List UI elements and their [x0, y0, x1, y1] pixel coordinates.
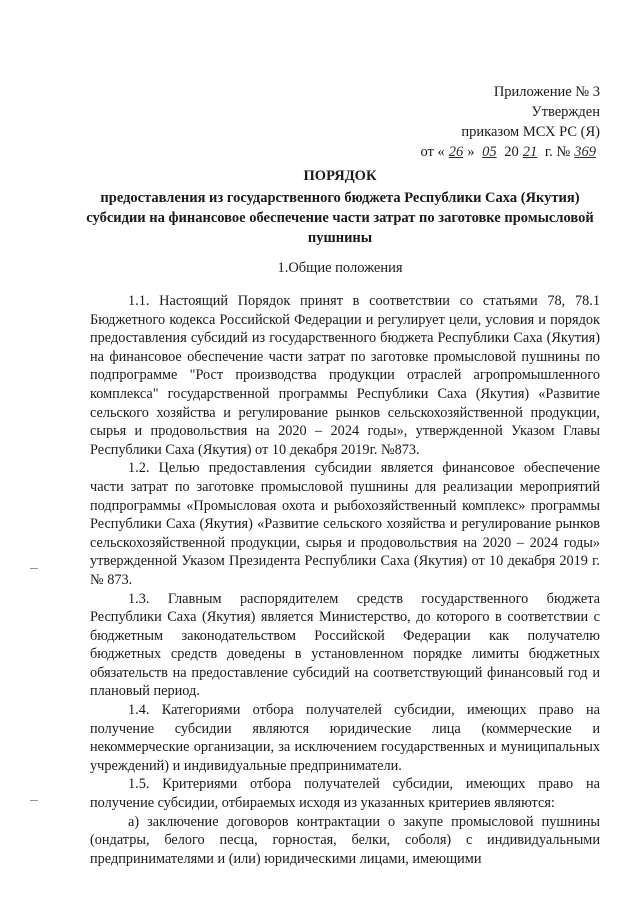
title-subtitle: предоставления из государственного бюджета Республики Саха (Якутия) субсидии на финансовое обеспечение части затрат по заготовке промысловой пушнины	[86, 190, 594, 246]
handwritten-number: 369	[574, 144, 596, 160]
section-heading: 1.Общие положения	[277, 260, 403, 276]
date-mid: »	[467, 144, 475, 160]
approval-date-line	[420, 142, 600, 162]
paragraph-1-3: 1.3. Главным распорядителем средств государственного бюджета Республики Саха (Якутия) является Министерство, до которого в соответствии с бюджетным законодательством Российской Федерации как получателю бюджетных средств доведены в установленном порядке лимиты бюджетных обязательств на предоставление субсидий на соответствующий финансовый год и плановый период.	[90, 590, 600, 700]
approval-header	[420, 82, 600, 162]
handwritten-day: 26	[448, 144, 464, 160]
year-prefix: 20	[504, 144, 519, 160]
title-main: ПОРЯДОК	[303, 168, 377, 184]
paragraph-1-2: 1.2. Целью предоставления субсидии является финансовое обеспечение части затрат по заготовке промысловой пушнины для реализации мероприятий подпрограммы «Промысловая охота и рыбохозяйственный комплекс» программы Республики Саха (Якутия) «Развитие сельского хозяйства и регулирование рынков сельскохозяйственной продукции, сырья и продовольствия на 2020 – 2024 годы» утвержденной Указом Президента Республики Саха (Якутия) от 10 декабря 2019 г. № 873.	[90, 460, 600, 588]
order-by-label: приказом МСХ РС (Я)	[461, 124, 600, 140]
document-title	[80, 166, 600, 248]
body-text	[90, 292, 600, 868]
approved-label: Утвержден	[531, 104, 600, 120]
number-prefix: г. №	[544, 144, 571, 160]
paragraph-1-1: 1.1. Настоящий Порядок принят в соответствии со статьями 78, 78.1 Бюджетного кодекса Российской Федерации и регулирует цели, условия и порядок предоставления субсидий из государственного бюджета Республики Саха (Якутия) на финансовое обеспечение части затрат по заготовке промысловой пушнины по подпрограмме "Рост производства продукции отраслей агропромышленного комплекса" государственной программы Республики Саха (Якутия) «Развитие сельского хозяйства и регулирование рынков сельскохозяйственной продукции, сырья и продовольствия на 2020 – 2024 годы», утвержденной Указом Главы Республики Саха (Якутия) от 10 декабря 2019г. №873.	[90, 293, 600, 458]
handwritten-month: 05	[482, 144, 497, 160]
paragraph-1-5-a: а) заключение договоров контрактации о закупе промысловой пушнины (ондатры, белого песца, горностая, белки, соболя) с индивидуальными предпринимателями и (или) юридическими лицами, имеющими	[90, 813, 600, 867]
date-prefix: от «	[420, 144, 445, 160]
paragraph-1-5: 1.5. Критериями отбора получателей субсидии, имеющих право на получение субсидии, отбираемых исходя из указанных критериев являются:	[90, 776, 600, 812]
handwritten-year: 21	[522, 144, 538, 160]
appendix-label: Приложение № 3	[493, 84, 600, 100]
paragraph-1-4: 1.4. Категориями отбора получателей субсидии, имеющих право на получение субсидии являются юридические лица (коммерческие и некоммерческие организации, за исключением государственных и муниципальных учреждений) и индивидуальные предприниматели.	[90, 702, 600, 774]
scan-margin-mark	[30, 800, 38, 801]
scan-margin-mark	[30, 568, 38, 569]
